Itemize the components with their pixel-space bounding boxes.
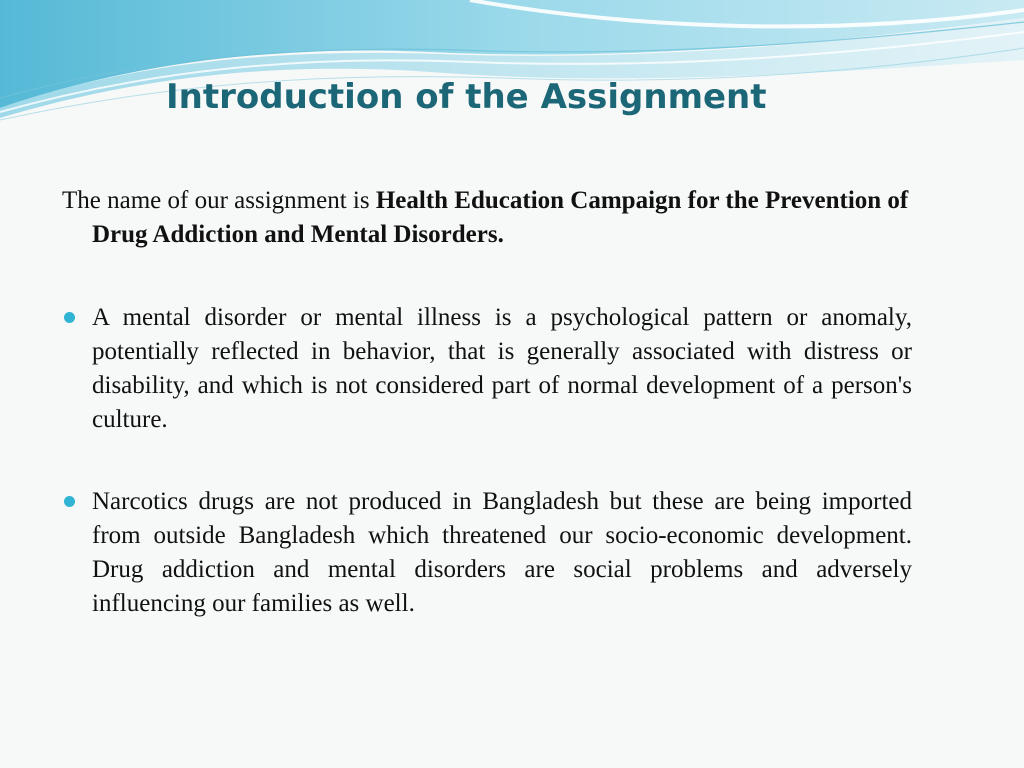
bullet-item [62, 485, 912, 621]
intro-prefix: The name of our assignment is [62, 187, 370, 214]
bullet-text: Narcotics drugs are not produced in Bangladesh but these are being imported from outside Bangladesh which threatened our socio-economic development. Drug addiction and mental disorders are social problems and adversely influencing our families as well. [92, 488, 912, 617]
bullet-dot-icon [64, 496, 75, 507]
bullet-list [62, 301, 912, 669]
slide-title: Introduction of the Assignment [166, 77, 767, 117]
assignment-name: Health Education Campaign for the Prevention of Drug Addiction and Mental Disorders. [92, 187, 909, 248]
assignment-intro [62, 184, 912, 252]
bullet-dot-icon [64, 312, 75, 323]
bullet-item [62, 301, 912, 437]
bullet-text: A mental disorder or mental illness is a psychological pattern or anomaly, potentially reflected in behavior, that is generally associated with distress or disability, and which is not considered part of normal development of a person's culture. [92, 304, 912, 433]
